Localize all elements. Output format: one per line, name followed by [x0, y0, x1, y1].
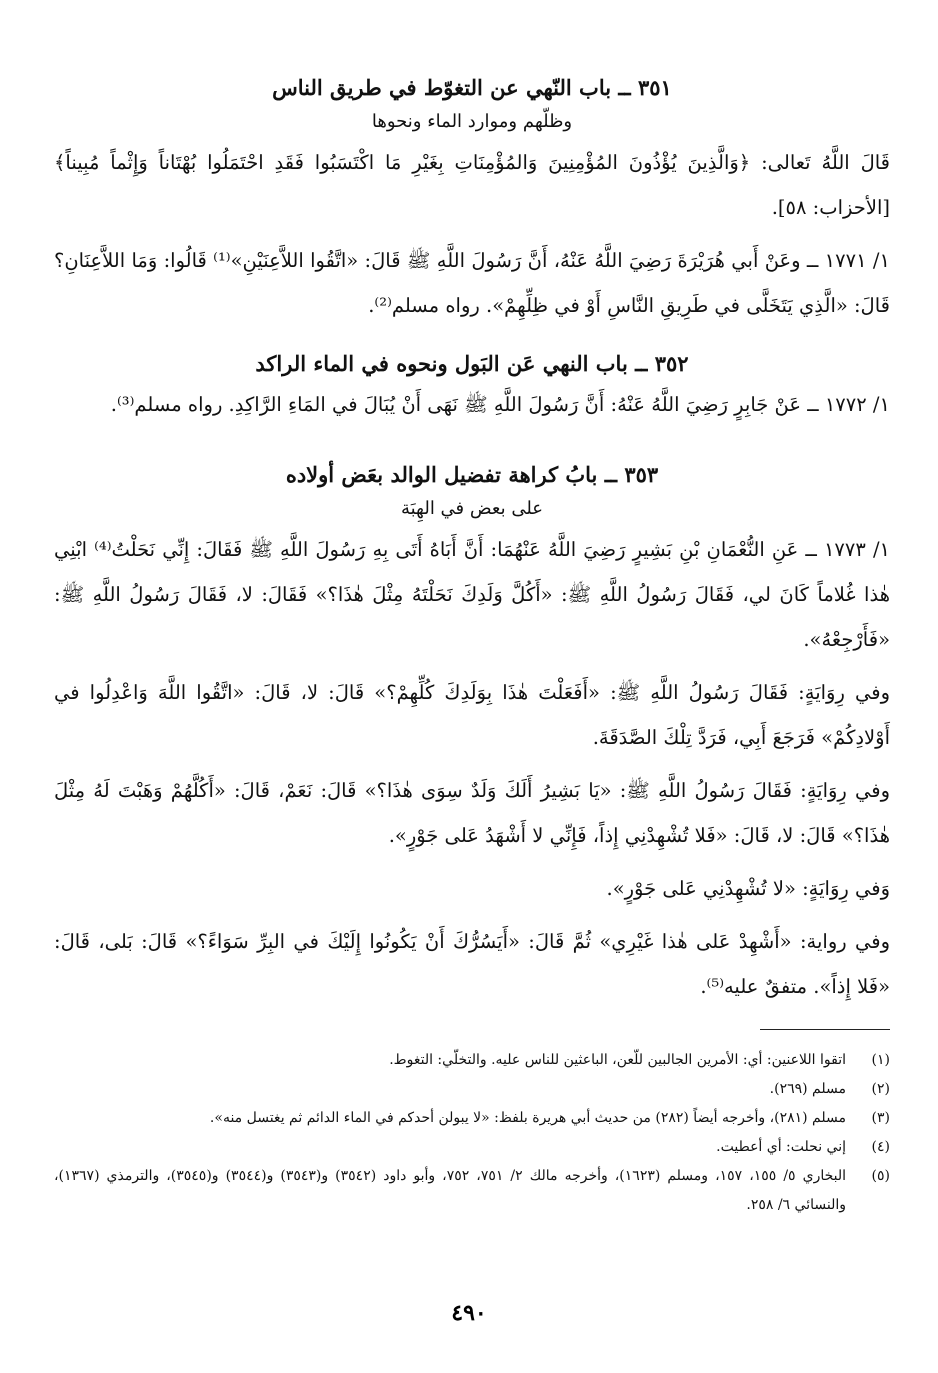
page-content — [54, 70, 890, 1220]
footnote-text: إني نحلت: أي أعطيت. — [716, 1139, 846, 1155]
quran-verse-paragraph: قَالَ اللَّهُ تَعالى: ﴿وَالَّذِينَ يُؤْذُونَ المُؤْمِنِينَ وَالمُؤْمِنَاتِ بِغَيْرِ مَا اكْتَسَبُوا فَقَدِ احْتَمَلُوا بُهْتَاناً وَإِثْماً مُبِيناً﴾ [الأحزاب: ٥٨]. — [54, 151, 890, 219]
narration-2: وفي رِوَايَةٍ: فَقَالَ رَسُولُ اللَّهِ ﷺ: «أَفَعَلْتَ هٰذَا بِوَلَدِكَ كُلِّهِمْ؟» قَالَ: لا، قَالَ: «اتَّقُوا اللَّهَ وَاعْدِلُوا في أَوْلادِكُمْ» فَرَجَعَ أَبِي، فَرَدَّ تِلْكَ الصَّدَقَةَ. — [54, 681, 890, 749]
hadith-1772: ١/ ١٧٧٢ ــ عَنْ جَابِرٍ رَضِيَ اللَّهُ عَنْهُ: أَنَّ رَسُولَ اللَّهِ ﷺ نَهَى أَنْ يُبَالَ في المَاءِ الرَّاكِدِ. رواه مسلم⁽³⁾. — [110, 393, 890, 416]
footnote-text: مسلم (٢٨١)، وأخرجه أيضاً (٢٨٢) من حديث أبي هريرة بلفظ: «لا يبولن أحدكم في الماء الدائم ثم يغتسل منه». — [209, 1110, 846, 1126]
footnote-2 — [54, 1075, 890, 1104]
footnote-number: (٤) — [871, 1139, 890, 1155]
footnote-number: (١) — [871, 1052, 890, 1068]
footnote-number: (٢) — [871, 1081, 890, 1097]
footnote-text: البخاري ٥/ ١٥٥، ١٥٧، ومسلم (١٦٢٣)، وأخرجه مالك ٢/ ٧٥١، ٧٥٢، وأبو داود (٣٥٤٢) و(٣٥٤٣) و(٣٥٤٤) و(٣٥٤٥)، والترمذي (١٣٦٧)، والنسائي ٦/ ٢٥٨. — [54, 1168, 847, 1213]
footnote-1 — [54, 1046, 890, 1075]
footnote-text: اتقوا اللاعنين: أي: الأمرين الجالبين للّعن، الباعثين للناس عليه. والتخلّي: التغوط. — [389, 1052, 846, 1068]
footnote-5 — [54, 1162, 890, 1220]
page-number: ٤٩٠ — [451, 1300, 487, 1326]
chapter-351-title: ٣٥١ ــ باب النّهي عن التغوّط في طريق الناس — [272, 75, 672, 100]
footnote-number: (٥) — [871, 1168, 890, 1184]
narration-3: وفي رِوَايَةٍ: فَقَالَ رَسُولُ اللَّهِ ﷺ: «يَا بَشِيرُ أَلَكَ وَلَدٌ سِوَى هٰذَا؟» قَالَ: نَعَمْ، قَالَ: «أَكُلَّهُمْ وَهَبْتَ لَهُ مِثْلَ هٰذَا؟» قَالَ: لا، قَالَ: «فَلا تُشْهِدْنِي إِذاً، فَإِنِّي لا أَشْهَدُ عَلى جَوْرٍ». — [54, 779, 890, 847]
narration-4: وَفي رِوَايَةٍ: «لا تُشْهِدْنِي عَلى جَوْرٍ». — [606, 877, 890, 900]
hadith-1771: ١/ ١٧٧١ ــ وعَنْ أَبي هُرَيْرَةَ رَضِيَ اللَّهُ عَنْهُ، أَنَّ رَسُولَ اللَّهِ ﷺ قَالَ: «اتَّقُوا اللاَّعِنَيْنِ»⁽¹⁾ قَالُوا: وَمَا اللاَّعِنَانِ؟ قَالَ: «الَّذِي يَتَخَلَّى في طَرِيقِ النَّاسِ أَوْ في ظِلِّهِمْ». رواه مسلم⁽²⁾. — [54, 249, 890, 317]
chapter-353-subtitle: على بعض في الهِبَة — [400, 498, 544, 519]
footnote-3 — [54, 1104, 890, 1133]
footnote-number: (٣) — [871, 1110, 890, 1126]
footnote-text: مسلم (٢٦٩). — [769, 1081, 846, 1097]
footnote-divider — [760, 1029, 890, 1030]
chapter-352-title: ٣٥٢ ــ باب النهي عَن البَول ونحوه في الماء الراكد — [255, 351, 689, 376]
narration-5: وفي رواية: «أَشْهِدْ عَلى هٰذا غَيْرِي» ثُمَّ قَالَ: «أَيَسُرُّكَ أَنْ يَكُونُوا إِلَيْكَ في البِرِّ سَوَاءً؟» قَالَ: بَلى، قَالَ: «فَلا إِذاً». متفقٌ عليه⁽⁵⁾. — [54, 930, 890, 998]
chapter-351-subtitle: وظلّهم وموارد الماء ونحوها — [371, 111, 573, 132]
hadith-1773: ١/ ١٧٧٣ ــ عَنِ النُّعْمَانِ بْنِ بَشِيرٍ رَضِيَ اللَّهُ عَنْهُمَا: أَنَّ أَبَاهُ أَتَى بِهِ رَسُولَ اللَّهِ ﷺ فَقَالَ: إِنِّي نَحَلْتُ⁽⁴⁾ ابْنِي هٰذا غُلاماً كَانَ لي، فَقَالَ رَسُولُ اللَّهِ ﷺ: «أَكُلَّ وَلَدِكَ نَحَلْتَهُ مِثْلَ هٰذَا؟» فَقَالَ: لا، فَقَالَ رَسُولُ اللَّهِ ﷺ: «فَأَرْجِعْهُ». — [54, 538, 890, 651]
footnote-4 — [54, 1133, 890, 1162]
chapter-353-title: ٣٥٣ ــ بابُ كراهة تفضيل الوالد بعَض أولاده — [285, 462, 659, 487]
